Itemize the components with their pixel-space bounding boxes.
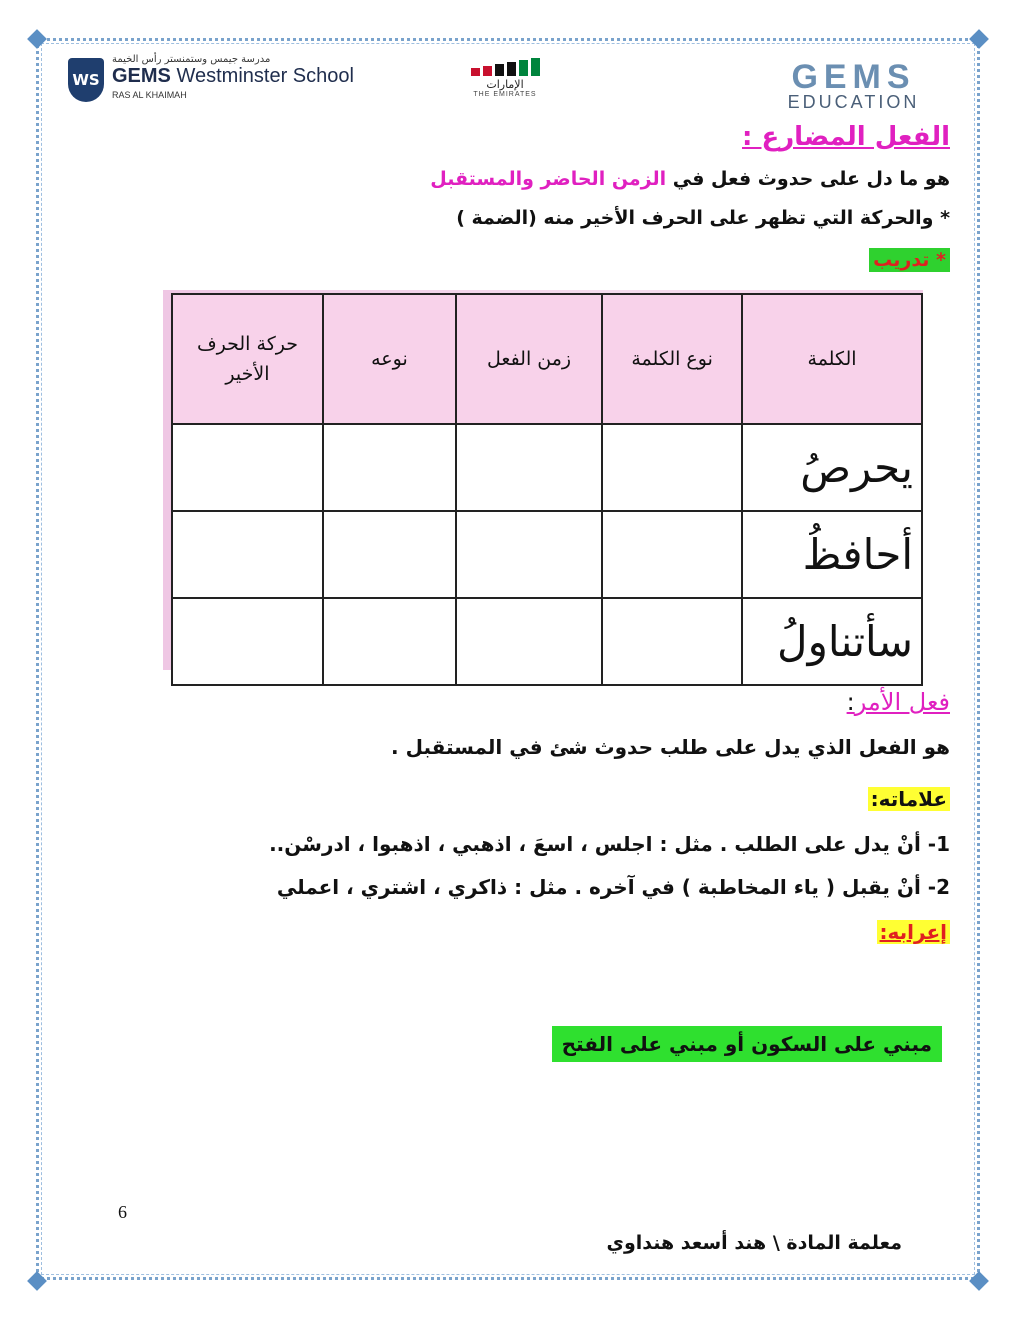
row-word: يحرصُ — [742, 424, 922, 511]
row-word: سأتناولُ — [742, 598, 922, 685]
answer-cell[interactable] — [172, 424, 323, 511]
header-word: الكلمة — [742, 294, 922, 424]
table-row — [172, 511, 922, 598]
gems-education-text: EDUCATION — [787, 92, 920, 112]
teacher-name: معلمة المادة \ هند أسعد هنداوي — [606, 1232, 902, 1254]
training-label: * تدريب — [869, 248, 950, 272]
header-last-letter: حركة الحرف الأخير — [172, 294, 323, 424]
page-header — [60, 52, 960, 114]
table-row — [172, 598, 922, 685]
amr-title: فعل الأمر: — [846, 688, 950, 716]
answer-cell[interactable] — [602, 598, 742, 685]
answer-cell[interactable] — [456, 424, 602, 511]
mudari-time-highlight: الزمن الحاضر والمستقبل — [430, 168, 667, 190]
answer-cell[interactable] — [323, 424, 456, 511]
header-verb-tense: زمن الفعل — [456, 294, 602, 424]
table-row — [172, 424, 922, 511]
school-logo-icon: WS — [68, 58, 104, 102]
amr-sign-1: 1- أنْ يدل على الطلب . مثل : اجلس ، اسعَ ، اذهبي ، اذهبوا ، ادرسْن.. — [269, 832, 950, 856]
answer-cell[interactable] — [323, 511, 456, 598]
answer-cell[interactable] — [172, 598, 323, 685]
amr-irab-value: مبني على السكون أو مبني على الفتح — [552, 1026, 942, 1062]
amr-definition: هو الفعل الذي يدل على طلب حدوث شئ في المستقبل . — [391, 735, 950, 759]
mudari-title: الفعل المضارع : — [742, 122, 950, 152]
school-name-ar: مدرسة جيمس وستمنستر رأس الخيمة — [112, 54, 271, 65]
amr-irab-label: إعرابه: — [877, 920, 950, 944]
answer-cell[interactable] — [456, 511, 602, 598]
mudari-definition: هو ما دل على حدوث فعل في الزمن الحاضر والمستقبل — [430, 168, 950, 190]
exercise-table — [171, 293, 923, 686]
emirates-en: THE EMIRATES — [473, 91, 537, 98]
emirates-ar: الإمارات — [486, 78, 524, 91]
header-word-type: نوع الكلمة — [602, 294, 742, 424]
school-name-block — [112, 54, 372, 100]
school-name: GEMS Westminster School — [112, 65, 354, 87]
amr-sign-2: 2- أنْ يقبل ( ياء المخاطبة ) في آخره . مثل : ذاكري ، اشتري ، اعملي — [276, 875, 950, 899]
exercise-table-panel — [163, 290, 923, 670]
header-kind: نوعه — [323, 294, 456, 424]
answer-cell[interactable] — [172, 511, 323, 598]
gems-education-logo — [751, 58, 956, 113]
emirates-flag-icon — [445, 58, 565, 76]
emirates-logo — [445, 58, 565, 102]
table-header-row — [172, 294, 922, 424]
mudari-note: * والحركة التي تظهر على الحرف الأخير منه (الضمة ) — [456, 207, 950, 229]
row-word: أحافظُ — [742, 511, 922, 598]
answer-cell[interactable] — [602, 424, 742, 511]
page-number: 6 — [118, 1202, 127, 1222]
answer-cell[interactable] — [602, 511, 742, 598]
answer-cell[interactable] — [456, 598, 602, 685]
answer-cell[interactable] — [323, 598, 456, 685]
gems-mark: GEMS — [791, 58, 916, 96]
amr-signs-label: علاماته: — [868, 787, 950, 811]
school-city: RAS AL KHAIMAH — [112, 90, 187, 100]
